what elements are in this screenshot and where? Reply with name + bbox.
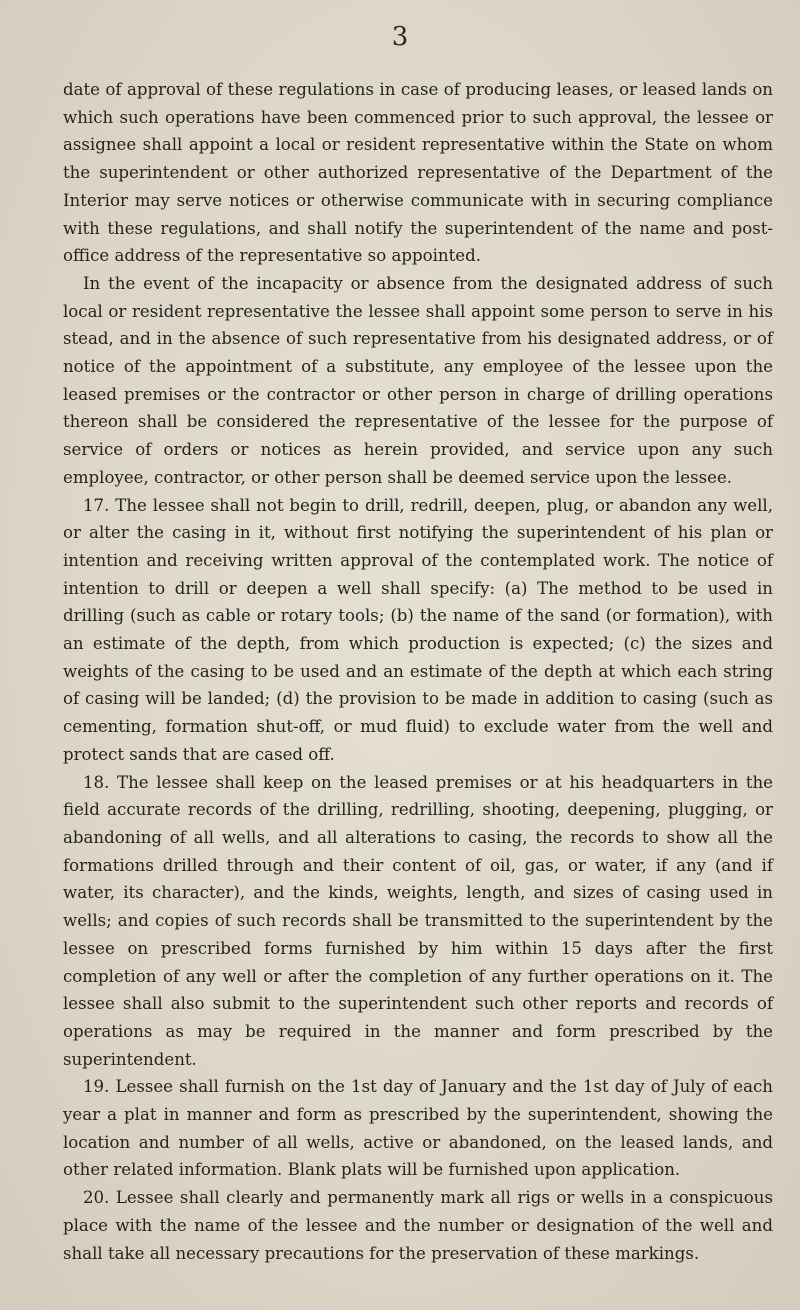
page-number: 3	[391, 22, 409, 52]
paragraph-section-18-records: 18. The lessee shall keep on the leased premises or at his headquarters in the field accurate records of the drilling, redrilling, shooting, deepening, plugging, or abandoning of all wells, and all alterations to casing, the records to show all the formations drilled through and their content of oil, gas, or water, if any (and if water, its character), and the kinds, weights, length, and sizes of casing used in wells; and copies of such records shall be transmitted to the superintendent by the lessee on prescribed forms furnished by him within 15 days after the first completion of any well or after the completion of any further operations on it. The lessee shall also submit to the superintendent such other reports and records of operations as may be required in the manner and form prescribed by the superintendent.	[63, 772, 773, 1069]
paragraph-appointment-of-representative: date of approval of these regulations in case of producing leases, or leased lands on which such operations have been commenced prior to such approval, the lessee or assignee shall appoint a local or resident representative within the State on whom the superintendent or other authorized representative of the Department of the Interior may serve notices or otherwise communicate with in securing compliance with these regulations, and shall notify the superintendent of the name and post-office address of the representative so appointed.	[63, 80, 773, 266]
paragraph-section-19-plats: 19. Lessee shall furnish on the 1st day of January and the 1st day of July of each year a plat in manner and form as prescribed by the superintendent, showing the location and number of all wells, active or abandoned, on the leased lands, and other related information. Blank plats will be furnished upon application.	[63, 1077, 773, 1180]
body-text	[63, 76, 773, 1267]
paragraph-absence-of-representative: In the event of the incapacity or absence from the designated address of such local or resident representative the lessee shall appoint some person to serve in his stead, and in the absence of such representative from his designated address, or of notice of the appointment of a substitute, any employee of the lessee upon the leased premises or the contractor or other person in charge of drilling operations thereon shall be considered the representative of the lessee for the purpose of service of orders or notices as herein provided, and service upon any such employee, contractor, or other person shall be deemed service upon the lessee.	[63, 273, 773, 487]
paragraph-section-20-marking: 20. Lessee shall clearly and permanently mark all rigs or wells in a conspicuous place with the name of the lessee and the number or designation of the well and shall take all necessary precautions for the preservation of these markings.	[63, 1188, 773, 1263]
paragraph-section-17-drilling-notice: 17. The lessee shall not begin to drill, redrill, deepen, plug, or abandon any well, or alter the casing in it, without first notifying the superintendent of his plan or intention and receiving written approval of the contemplated work. The notice of intention to drill or deepen a well shall specify: (a) The method to be used in drilling (such as cable or rotary tools; (b) the name of the sand (or formation), with an estimate of the depth, from which production is expected; (c) the sizes and weights of the casing to be used and an estimate of the depth at which each string of casing will be landed; (d) the provision to be made in addition to casing (such as cementing, formation shut-off, or mud fluid) to exclude water from the well and protect sands that are cased off.	[63, 495, 773, 764]
